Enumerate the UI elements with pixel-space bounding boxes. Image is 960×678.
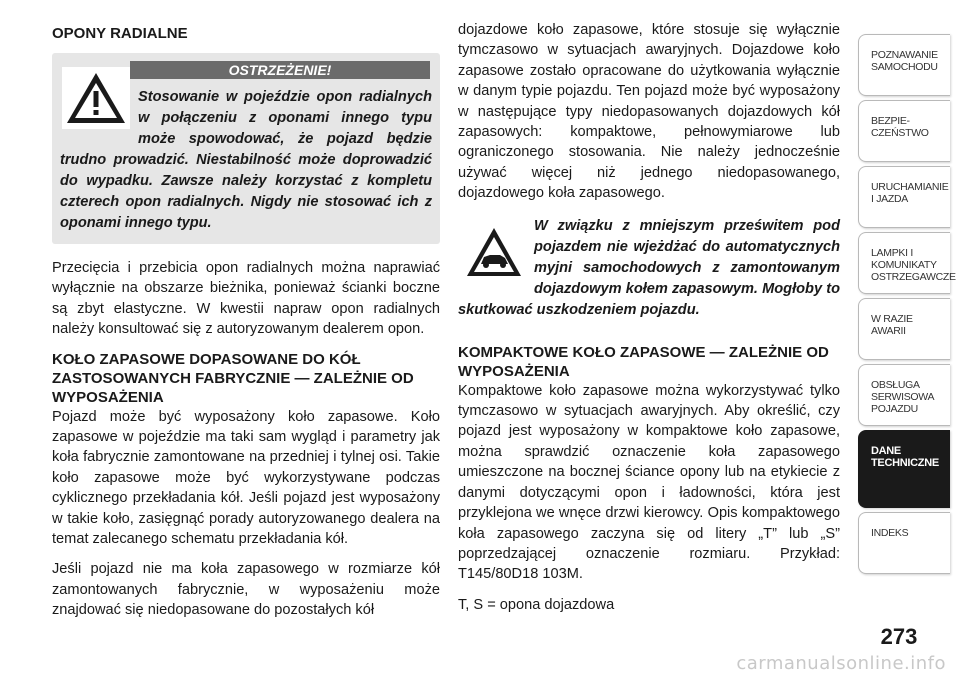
para-ts-definition: T, S = opona dojazdowa bbox=[458, 596, 615, 613]
caution-note bbox=[458, 216, 840, 321]
tab-w-razie-awarii[interactable]: W RAZIE AWARII bbox=[858, 298, 950, 360]
warning-title: OSTRZEŻENIE! bbox=[130, 61, 430, 79]
heading-compact-spare: KOMPAKTOWE KOŁO ZAPASOWE — ZALEŻNIE OD WYPOSAŻENIA bbox=[458, 343, 829, 380]
heading-matching-spare: KOŁO ZAPASOWE DOPASOWANE DO KÓŁ ZASTOSOWANYCH FABRYCZNIE — ZALEŻNIE OD WYPOSAŻENIA bbox=[52, 350, 414, 406]
tab-uruchamianie-i-jazda[interactable]: URUCHAMIANIE I JAZDA bbox=[858, 166, 950, 228]
warning-triangle-icon bbox=[62, 67, 130, 129]
para-non-matching: Jeśli pojazd nie ma koła zapasowego w rozmiarze kół zamontowanych fabrycznie, w wyposażeniu może znajdować się niedopasowane do pozostałych kół bbox=[52, 561, 440, 619]
para-matching-spare: Pojazd może być wyposażony koło zapasowe. Koło zapasowe w pojeździe ma taki sam wygląd i parametry jak koła fabrycznie zamontowane na przedniej i tylnej osi. Takie koło zapasowe może być wykorzystywane podczas cyklicznego przekładania kół. Jeśli pojazd jest wyposażony w takie koło, zasięgnąć porady autoryzowanego dealera na temat zalecanego schematu przekładania kół. bbox=[52, 408, 440, 548]
para-compact-spare: Kompaktowe koło zapasowe można wykorzystywać tylko tymczasowo w sytuacjach awaryjnych. Aby określić, czy pojazd jest wyposażony w kompaktowe koło zapasowe, można sprawdzić oznaczenie koła zapasowego umieszczone na bocznej ściance opony lub na etykiecie z danymi dotyczącymi opon i ładowności, która jest przyklejona we wnęce drzwi kierowcy. Opis kompaktowego koła zapasowego zaczyna się od litery „T” lub „S” poprzedzającej oznaczenie rozmiaru. Przykład: T145/80D18 103M. bbox=[458, 382, 840, 583]
car-caution-icon bbox=[464, 224, 524, 280]
chapter-tabs bbox=[858, 34, 956, 578]
tab-indeks[interactable]: INDEKS bbox=[858, 512, 950, 574]
caution-note-text: W związku z mniejszym prześwitem pod pojazdem nie wjeżdżać do automatycznych myjni samochodowych z zamontowanym dojazdowym kołem zapasowym. Mogłoby to skutkować uszkodzeniem pojazdu. bbox=[458, 217, 840, 318]
heading-radial-tires: OPONY RADIALNE bbox=[52, 25, 188, 42]
tab-obsluga-serwisowa[interactable]: OBSŁUGA SERWISOWA POJAZDU bbox=[858, 364, 950, 426]
tab-bezpieczenstwo[interactable]: BEZPIE- CZEŃSTWO bbox=[858, 100, 950, 162]
tab-poznawanie-samochodu[interactable]: POZNAWANIE SAMOCHODU bbox=[858, 34, 950, 96]
para-temporary-spare: dojazdowe koło zapasowe, które stosuje się wyłącznie tymczasowo w sytuacjach awaryjnych. Dojazdowe koło zapasowe zostało opracowane do użytkowania wyłącznie w danym typie pojazdu. Ten pojazd może być wyposażony w następujące typy niedopasowanych dojazdowych kół zapasowych: kompaktowe, pełnowymiarowe lub ograniczonego stosowania. Nie należy jednocześnie używać więcej niż jednego niedopasowanego, dojazdowego koła zapasowego. bbox=[458, 22, 840, 202]
watermark: carmanualsonline.info bbox=[736, 653, 946, 674]
right-column bbox=[458, 20, 840, 625]
left-column bbox=[52, 20, 440, 631]
page-number: 273 bbox=[880, 624, 918, 649]
tab-lampki-i-komunikaty[interactable]: LAMPKI I KOMUNIKATY OSTRZEGAWCZE bbox=[858, 232, 950, 294]
warning-text: Stosowanie w pojeździe opon radialnych w połączeniu z oponami innego typu może spowodować, że pojazd będzie trudno prowadzić. Niestabilność może doprowadzić do wypadku. Zawsze należy korzystać z kompletu czterech opon radialnych. Nigdy nie stosować ich z oponami innego typu. bbox=[60, 89, 432, 231]
tab-dane-techniczne[interactable]: DANE TECHNICZNE bbox=[858, 430, 950, 508]
warning-box bbox=[52, 53, 440, 244]
para-radial-repairs: Przecięcia i przebicia opon radialnych można naprawiać wyłącznie na obszarze bieżnika, ponieważ ścianki boczne są zbyt elastyczne. W kwestii napraw opon radialnych należy konsultować się z autoryzowanym dealerem opon. bbox=[52, 260, 440, 338]
